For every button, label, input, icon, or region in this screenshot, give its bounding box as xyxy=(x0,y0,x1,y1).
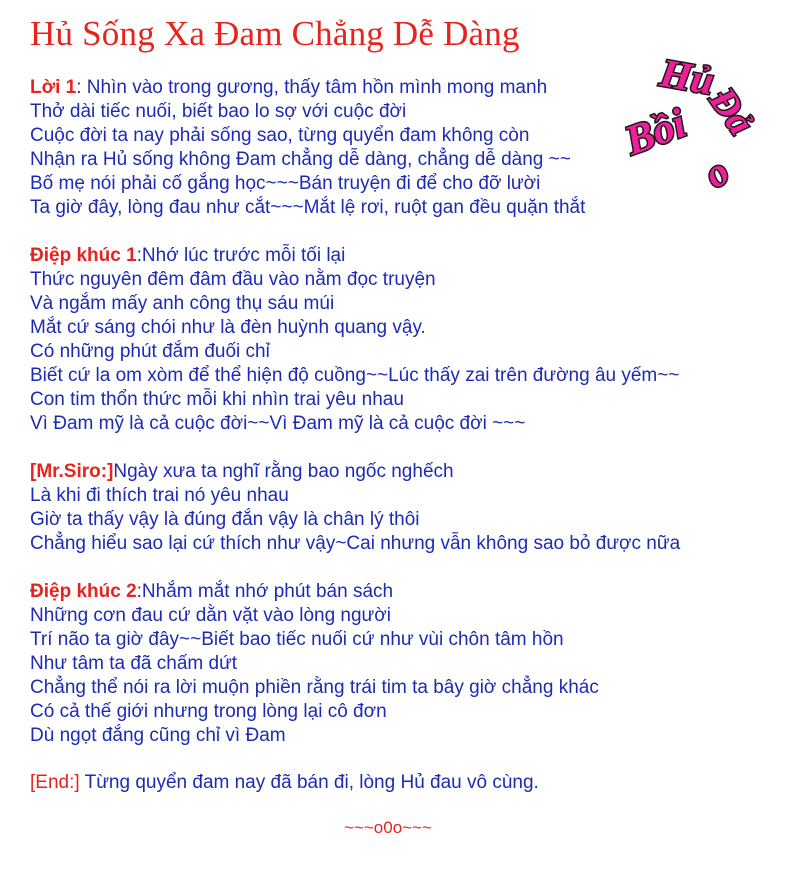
lyric-line: Ta giờ đây, lòng đau như cắt~~~Mắt lệ rơi, ruột gan đều quặn thắt xyxy=(30,197,586,218)
lyric-line: Bố mẹ nói phải cố gắng học~~~Bán truyện đi để cho đỡ lười xyxy=(30,173,541,194)
section-label: Điệp khúc 2 xyxy=(30,581,137,602)
lyric-line: Con tim thổn thức mỗi khi nhìn trai yêu nhau xyxy=(30,389,404,410)
lyric-line: Thở dài tiếc nuối, biết bao lo sợ với cuộc đời xyxy=(30,101,407,122)
lyric-line: [Mr.Siro:]Ngày xưa ta nghĩ rằng bao ngốc nghếch xyxy=(30,461,454,482)
lyrics xyxy=(30,76,680,819)
lyric-line: Có cả thế giới nhưng trong lòng lại cô đơn xyxy=(30,701,387,722)
mr-siro-verse xyxy=(30,460,680,556)
lyric-line: Thức nguyên đêm đâm đầu vào nằm đọc truyện xyxy=(30,269,436,290)
lyric-line: Trí não ta giờ đây~~Biết bao tiếc nuối cứ như vùi chôn tâm hồn xyxy=(30,629,564,650)
section-label: [End:] xyxy=(30,772,80,793)
lyric-line: Biết cứ la om xòm để thể hiện độ cuồng~~Lúc thấy zai trên đường âu yếm~~ xyxy=(30,365,680,386)
lyric-line: Điệp khúc 1:Nhớ lúc trước mỗi tối lại xyxy=(30,245,346,266)
section-label: [Mr.Siro:] xyxy=(30,461,114,482)
svg-text:Hủ: Hủ xyxy=(656,50,718,104)
lyric-line: Chẳng thể nói ra lời muộn phiền rằng trái tim ta bây giờ chẳng khác xyxy=(30,677,599,698)
lyric-line: Và ngắm mấy anh công thụ sáu múi xyxy=(30,293,335,314)
end-section xyxy=(30,771,680,795)
verse-1 xyxy=(30,76,680,220)
lyric-line: Vì Đam mỹ là cả cuộc đời~~Vì Đam mỹ là cả cuộc đời ~~~ xyxy=(30,413,526,434)
lyric-line: [End:] Từng quyển đam nay đã bán đi, lòng Hủ đau vô cùng. xyxy=(30,772,539,793)
svg-text:Đả: Đả xyxy=(700,80,763,143)
section-label: Điệp khúc 1 xyxy=(30,245,137,266)
chorus-2 xyxy=(30,580,680,748)
svg-text:Bồi: Bồi xyxy=(619,100,693,165)
lyric-line: Như tâm ta đã chấm dứt xyxy=(30,653,238,674)
lyric-line: Lời 1: Nhìn vào trong gương, thấy tâm hồn mình mong manh xyxy=(30,77,548,98)
signoff: ~~~o0o~~~ xyxy=(344,818,432,837)
lyric-line: Cuộc đời ta nay phải sống sao, từng quyển đam không còn xyxy=(30,125,530,146)
lyric-line: Có những phút đắm đuối chỉ xyxy=(30,341,270,362)
chorus-1 xyxy=(30,244,680,436)
lyric-line: Điệp khúc 2:Nhắm mắt nhớ phút bán sách xyxy=(30,581,394,602)
lyric-line: Chẳng hiểu sao lại cứ thích như vậy~Cai nhưng vẫn không sao bỏ được nữa xyxy=(30,533,681,554)
song-title: Hủ Sống Xa Đam Chẳng Dễ Dàng xyxy=(30,14,520,53)
lyric-line: Mắt cứ sáng chói như là đèn huỳnh quang vậy. xyxy=(30,317,426,338)
lyric-line: Dù ngọt đắng cũng chỉ vì Đam xyxy=(30,725,286,746)
lyric-line: Giờ ta thấy vậy là đúng đắn vậy là chân lý thôi xyxy=(30,509,420,530)
lyric-line: Là khi đi thích trai nó yêu nhau xyxy=(30,485,289,506)
lyric-line: Những cơn đau cứ dằn vặt vào lòng người xyxy=(30,605,391,626)
svg-text:o: o xyxy=(695,148,738,197)
section-label: Lời 1 xyxy=(30,77,77,98)
lyric-line: Nhận ra Hủ sống không Đam chẳng dễ dàng, chẳng dễ dàng ~~ xyxy=(30,149,571,170)
